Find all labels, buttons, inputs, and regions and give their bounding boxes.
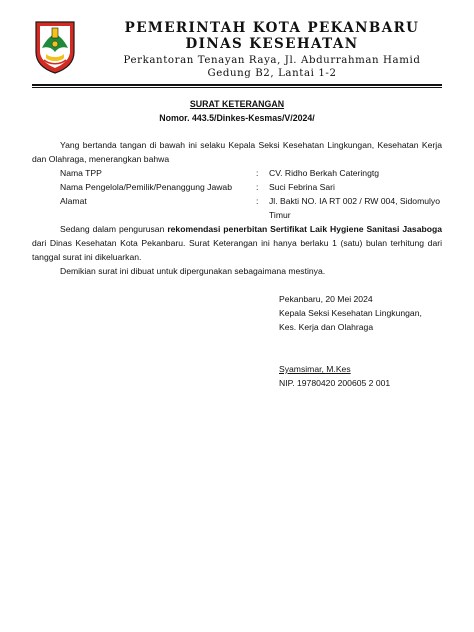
letterhead-government: PEMERINTAH KOTA PEKANBARU <box>124 20 420 36</box>
sign-position-line2: Kes. Kerja dan Olahraga <box>279 322 374 332</box>
letterhead-department: DINAS KESEHATAN <box>185 36 359 52</box>
opening-paragraph: Yang bertanda tangan di bawah ini selaku Kepala Seksi Kesehatan Lingkungan, Kesehatan Kerja dan Olahraga, menerangkan bahwa <box>32 140 442 164</box>
info-separator: : <box>256 182 259 192</box>
letterhead-address: Perkantoran Tenayan Raya, Jl. Abdurrahman Hamid <box>123 55 421 66</box>
sign-place-date: Pekanbaru, 20 Mei 2024 <box>279 294 373 304</box>
sign-position-line1: Kepala Seksi Kesehatan Lingkungan, <box>279 308 422 318</box>
info-value: CV. Ridho Berkah Cateringtg <box>269 168 380 178</box>
letter-title <box>0 97 474 125</box>
signer-name: Syamsimar, M.Kes <box>279 364 351 374</box>
info-row <box>60 166 444 180</box>
letter-heading: SURAT KETERANGAN <box>189 99 285 109</box>
signer-nip: NIP. 19780420 200605 2 001 <box>279 378 391 388</box>
letterhead-rule-thin <box>32 87 442 88</box>
letterhead-building: Gedung B2, Lantai 1-2 <box>207 68 337 79</box>
info-label: Alamat <box>60 196 87 206</box>
info-row <box>60 180 444 194</box>
purpose-text-bold: rekomendasi penerbitan Sertifikat Laik Hygiene Sanitasi Jasaboga <box>167 224 443 234</box>
purpose-text-c: dari Dinas Kesehatan Kota Pekanbaru. Surat Keterangan ini hanya berlaku 1 (satu) bulan terhitung dari tanggal surat ini dikeluarkan. <box>32 238 442 262</box>
info-table <box>60 166 444 222</box>
info-value: Suci Febrina Sari <box>269 182 335 192</box>
signature-space <box>279 334 459 362</box>
info-row <box>60 194 444 222</box>
letterhead <box>92 20 452 80</box>
signature-block <box>279 292 459 390</box>
purpose-paragraph <box>32 222 442 264</box>
closing-paragraph: Demikian surat ini dibuat untuk dipergunakan sebagaimana mestinya. <box>60 266 326 276</box>
info-separator: : <box>256 168 259 178</box>
purpose-text-a: Sedang dalam pengurusan <box>60 224 168 234</box>
info-label: Nama TPP <box>60 168 102 178</box>
pekanbaru-city-emblem-icon <box>32 18 78 74</box>
letterhead-rule-thick <box>32 84 442 86</box>
info-value: Jl. Bakti NO. IA RT 002 / RW 004, Sidomulyo Timur <box>269 196 440 220</box>
letter-number: Nomor. 443.5/Dinkes-Kesmas/V/2024/ <box>159 113 315 123</box>
info-label: Nama Pengelola/Pemilik/Penanggung Jawab <box>60 182 232 192</box>
info-separator: : <box>256 196 259 206</box>
